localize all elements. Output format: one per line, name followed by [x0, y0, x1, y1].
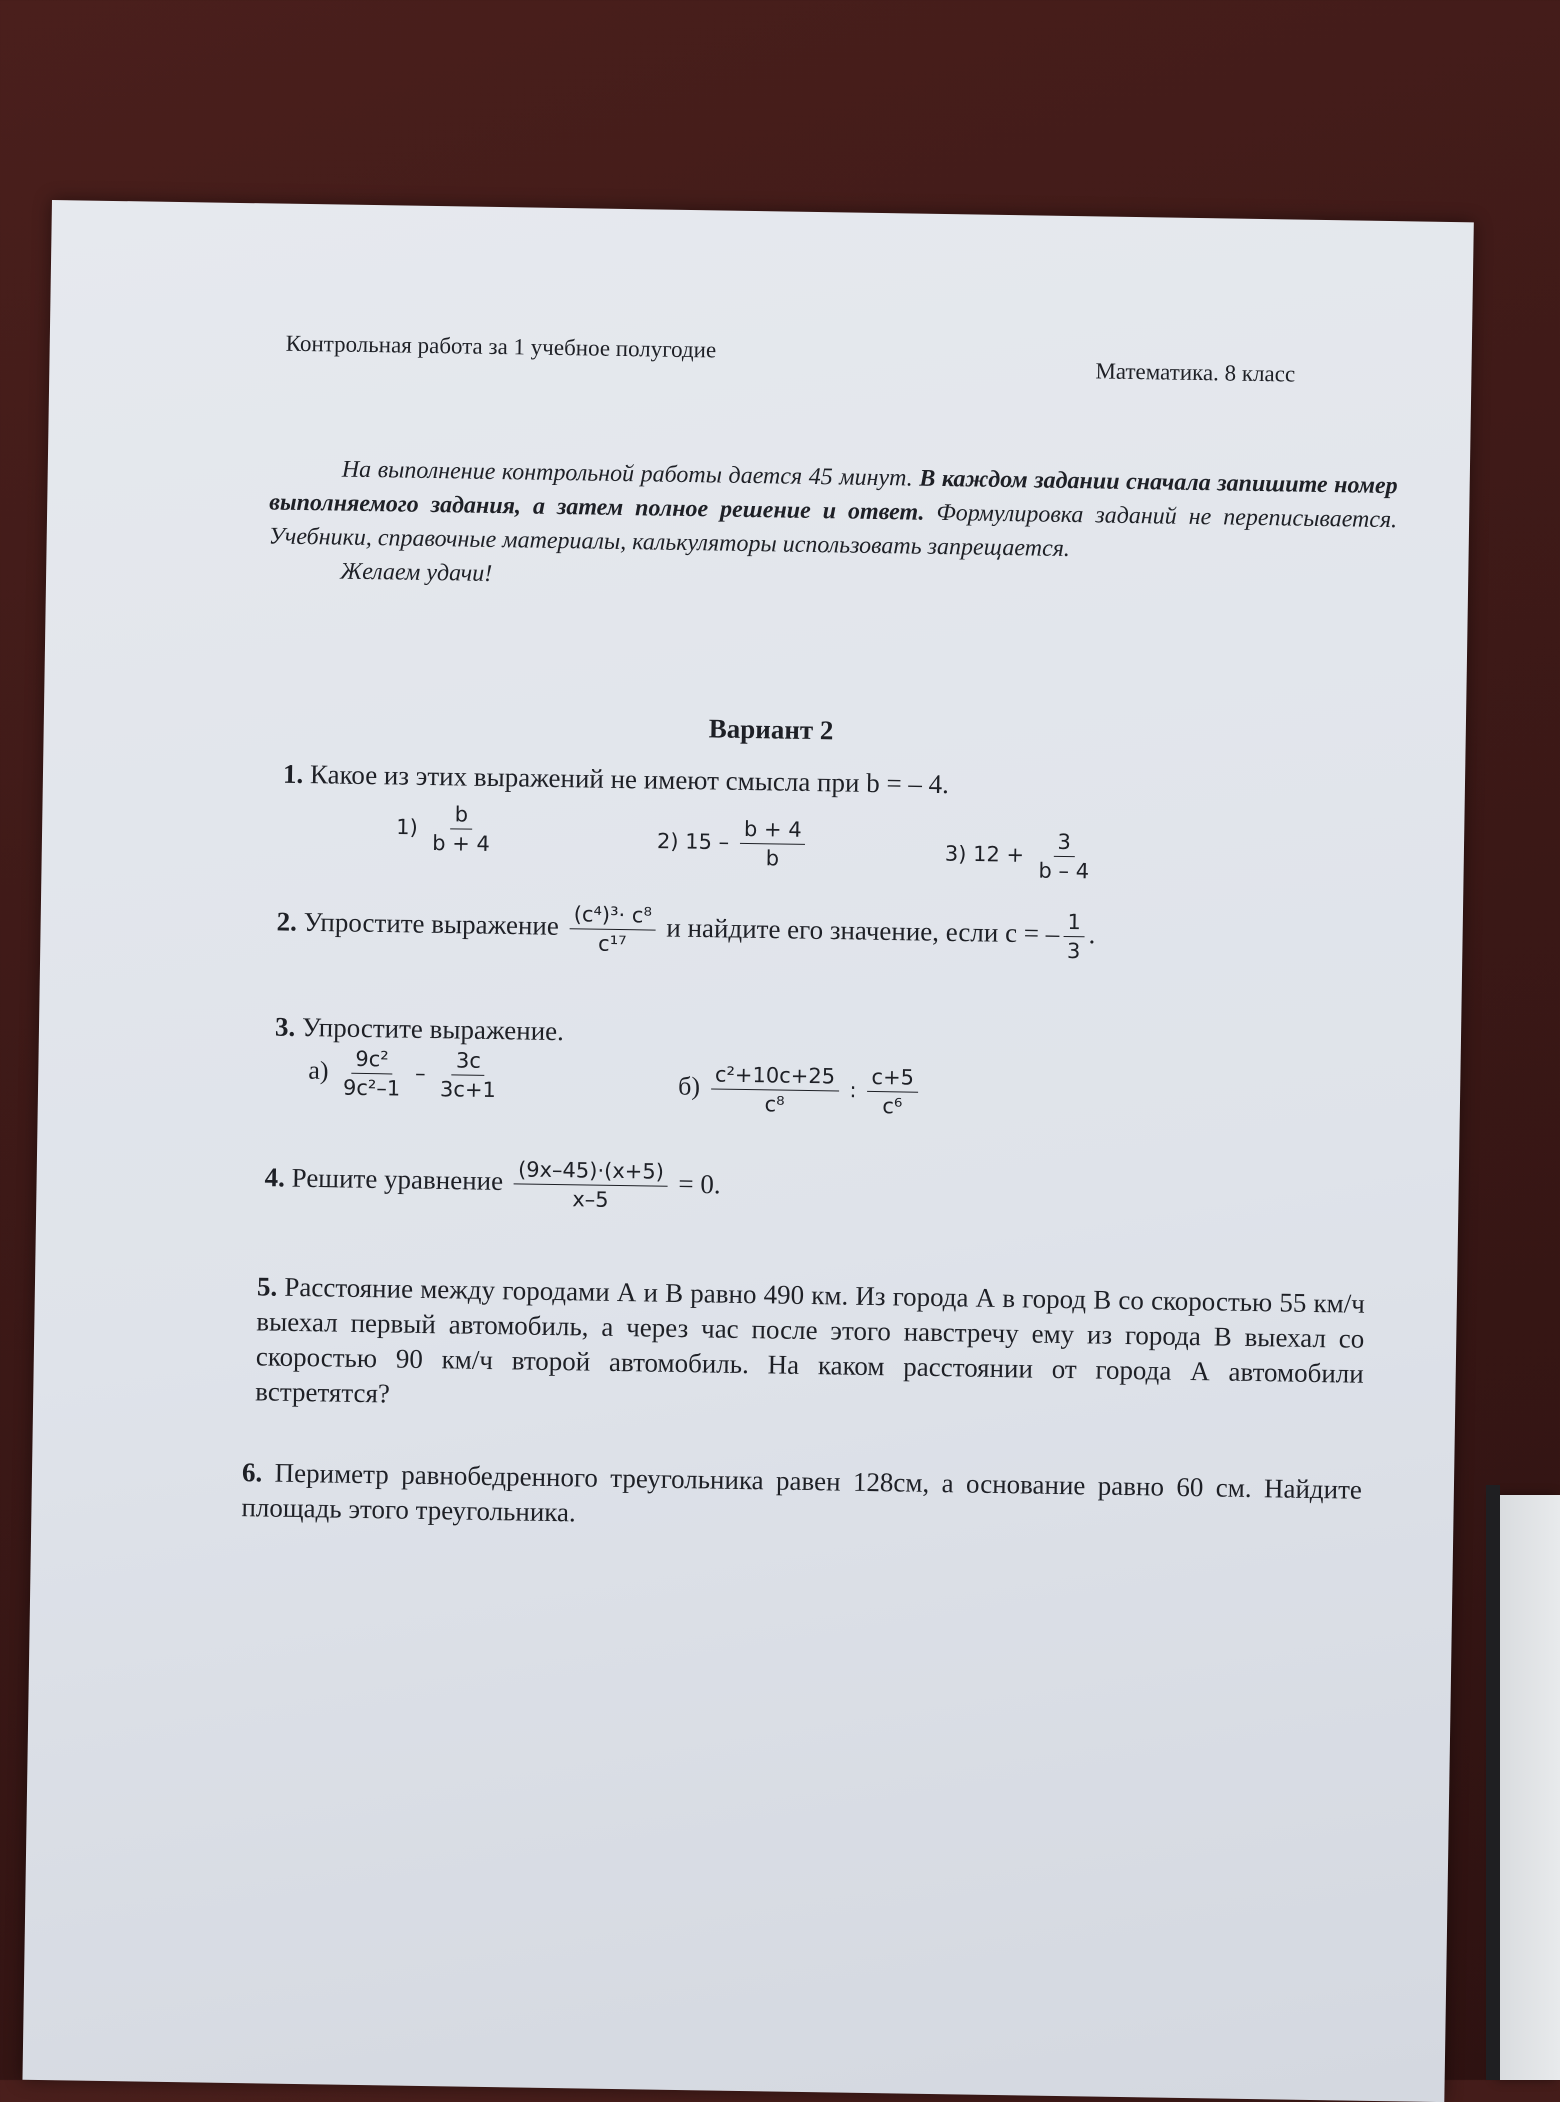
task-3-part-b	[678, 1062, 923, 1119]
denominator: 9c²–1	[342, 1075, 401, 1101]
denominator: c¹⁷	[597, 931, 627, 957]
operator: –	[414, 1061, 426, 1086]
denominator: b	[765, 846, 780, 871]
numerator: 1	[1063, 910, 1085, 937]
part-label: б)	[677, 1071, 701, 1101]
numerator: 9c²	[351, 1047, 393, 1075]
denominator: c⁶	[882, 1094, 903, 1119]
task-number: 4.	[264, 1162, 286, 1193]
fraction	[739, 817, 805, 871]
exam-sheet	[22, 200, 1473, 2102]
fraction	[867, 1065, 918, 1119]
task-4	[264, 1153, 721, 1213]
fraction	[436, 1048, 501, 1102]
fraction	[428, 802, 494, 856]
intro-wish: Желаем удачи!	[339, 558, 493, 587]
operator: :	[849, 1078, 857, 1103]
option-label: 3) 12 +	[944, 841, 1025, 867]
instructions	[268, 451, 1398, 605]
fraction	[339, 1047, 405, 1101]
task-1-option-1	[396, 801, 499, 856]
numerator: 3	[1053, 830, 1075, 857]
task-text: Упростите выражение	[303, 906, 560, 941]
part-label: а)	[308, 1055, 329, 1085]
task-5	[255, 1269, 1365, 1426]
option-label: 1)	[396, 814, 418, 840]
task-number: 1.	[282, 758, 304, 790]
task-text: Упростите выражение.	[301, 1012, 565, 1047]
equation-rhs: = 0.	[678, 1168, 721, 1200]
task-1	[283, 757, 949, 801]
task-3-part-a	[308, 1046, 505, 1102]
task-text: Какое из этих выражений не имеют смысла при b = – 4.	[309, 759, 950, 800]
equation-fraction	[513, 1157, 668, 1212]
fraction	[710, 1062, 839, 1117]
numerator: 3c	[452, 1048, 485, 1076]
numerator: c+5	[867, 1065, 918, 1093]
numerator: b	[451, 802, 473, 829]
task-text: Периметр равнобедренного треугольника равен 128см, а основание равно 60 см. Найдите площадь этого треугольника.	[241, 1457, 1363, 1528]
denominator: x–5	[572, 1187, 609, 1212]
background-paper-sheet	[1500, 1495, 1560, 2080]
task-1-option-2	[657, 816, 810, 871]
option-label: 2) 15 –	[656, 829, 730, 855]
denominator: 3c+1	[439, 1077, 497, 1103]
task-number: 3.	[274, 1011, 296, 1042]
denominator: c⁸	[764, 1092, 785, 1117]
task-2	[276, 898, 1096, 964]
intro-text-2: Формулировка заданий не переписывается. Учебники, справочные материалы, калькуляторы использовать запрещается.	[268, 499, 1398, 563]
intro-text-1: На выполнение контрольной работы дается 45 минут.	[341, 456, 913, 492]
fraction	[1034, 830, 1093, 884]
sheet-content	[22, 200, 1473, 2102]
task-number: 5.	[256, 1271, 278, 1302]
value-fraction	[1063, 910, 1085, 963]
numerator: b + 4	[740, 817, 806, 845]
task-3	[275, 1010, 564, 1049]
denominator: b – 4	[1038, 858, 1090, 884]
numerator: (c⁴)³· c⁸	[570, 902, 657, 930]
task-number: 6.	[241, 1457, 263, 1488]
denominator: 3	[1066, 939, 1081, 964]
expression-fraction	[569, 902, 656, 956]
numerator: (9x–45)·(x+5)	[514, 1157, 668, 1186]
header-right: Математика. 8 класс	[1095, 358, 1296, 387]
denominator: b + 4	[432, 831, 491, 856]
task-text-continued: и найдите его значение, если c = –	[666, 912, 1060, 949]
header-left: Контрольная работа за 1 учебное полугодие	[285, 330, 717, 363]
task-1-option-3	[944, 828, 1097, 883]
numerator: c²+10c+25	[711, 1062, 840, 1091]
intro-bold-text: В каждом задании сначала запишите номер выполняемого задания, а затем полное решение и ответ.	[269, 465, 1398, 526]
task-end: .	[1088, 919, 1096, 950]
task-text: Решите уравнение	[291, 1162, 504, 1196]
variant-title: Вариант 2	[708, 713, 834, 746]
task-6	[241, 1455, 1362, 1543]
task-number: 2.	[276, 906, 298, 937]
task-text: Расстояние между городами А и В равно 490 км. Из города А в город В со скоростью 55 км/ч выехал первый автомобиль, а через час после этого навстречу ему из города В выехал со скоростью 90 км/ч второй автомобиль. На каком расстоянии от города А автомобили встретятся?	[255, 1271, 1366, 1409]
